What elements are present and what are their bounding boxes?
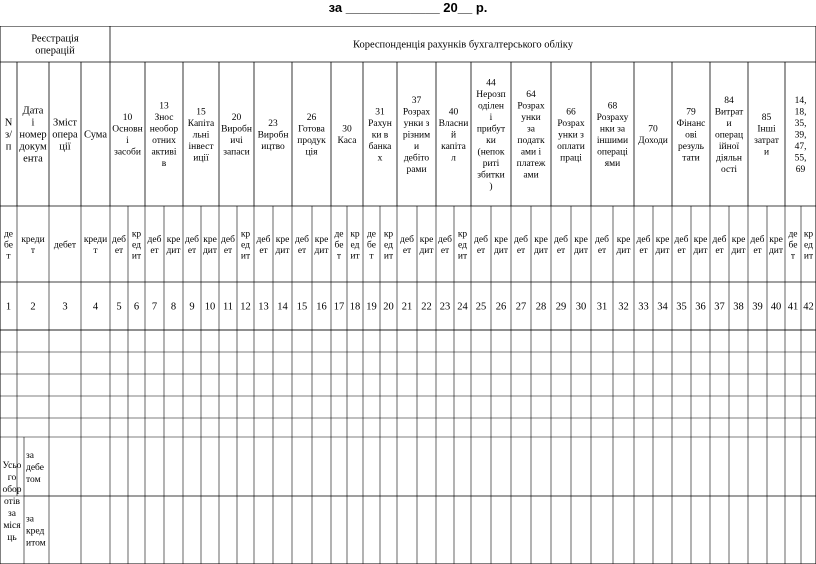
credit-label-9: кре дит <box>202 234 218 256</box>
debit-label-24: деб ет <box>474 234 488 256</box>
debit-label-2: дебет <box>53 240 77 251</box>
debit-label-32: деб ет <box>636 234 651 256</box>
account-header-9: 37 Розрах унки з різним и дебіто рами <box>402 95 431 175</box>
credit-label-3: креди т <box>83 234 108 256</box>
column-number-18: 18 <box>349 301 361 313</box>
column-number-2: 2 <box>30 301 36 313</box>
col-sum-header: Сума <box>83 129 108 141</box>
account-header-5: 23 Виробн ицтво <box>257 118 289 152</box>
col-content-header: Зміст опера ції <box>52 117 78 153</box>
credit-label-41: кр ед ит <box>803 229 814 262</box>
column-number-42: 42 <box>803 301 814 313</box>
credit-label-35: кре дит <box>693 234 708 256</box>
account-header-2: 13 Знос необор отних активі в <box>149 101 179 170</box>
credit-label-19: кр ед ит <box>383 229 394 262</box>
account-header-14: 68 Розраху нки за іншими операці ями <box>596 101 629 170</box>
credit-label-15: кре дит <box>314 234 329 256</box>
col-number-header: N з/ п <box>4 117 13 153</box>
account-header-1: 10 Основн і засоби <box>112 113 143 158</box>
account-header-10: 40 Власни й капіта л <box>438 107 469 164</box>
account-header-7: 30 Каса <box>337 124 357 147</box>
column-number-33: 33 <box>638 301 649 313</box>
debit-label-34: деб ет <box>674 234 689 256</box>
debit-label-26: деб ет <box>514 234 528 256</box>
column-number-3: 3 <box>62 301 68 313</box>
column-number-40: 40 <box>770 301 782 313</box>
column-number-41: 41 <box>787 301 799 313</box>
correspondence-header: Кореспонденція рахунків бухгалтерського обліку <box>352 39 574 51</box>
debit-label-20: деб ет <box>400 234 414 256</box>
column-number-13: 13 <box>258 301 269 313</box>
account-header-6: 26 Готова продук ція <box>297 113 326 158</box>
account-header-4: 20 Виробн ичі запаси <box>221 113 252 158</box>
credit-label-23: кр ед ит <box>457 229 468 262</box>
column-number-15: 15 <box>296 301 308 313</box>
credit-label-27: кре дит <box>533 234 549 256</box>
column-number-39: 39 <box>752 301 763 313</box>
totals-label: Усьо го обор отів за міся ць <box>2 461 22 544</box>
column-number-31: 31 <box>596 301 608 313</box>
debit-label-10: деб ет <box>221 234 235 256</box>
account-header-3: 15 Капіта льні інвест иції <box>187 107 215 164</box>
debit-label-38: деб ет <box>750 234 765 256</box>
column-number-1: 1 <box>5 301 12 313</box>
column-number-36: 36 <box>695 301 706 313</box>
debit-label-8: деб ет <box>185 234 199 256</box>
column-number-32: 32 <box>618 301 629 313</box>
column-number-22: 22 <box>421 301 432 313</box>
debit-label-22: деб ет <box>438 234 452 256</box>
credit-label: креди т <box>21 234 45 256</box>
column-number-23: 23 <box>439 301 451 313</box>
debit-label-12: деб ет <box>256 234 271 256</box>
column-number-5: 5 <box>116 301 122 313</box>
debit-label: де бе т <box>3 229 14 262</box>
column-number-17: 17 <box>333 301 345 313</box>
column-number-9: 9 <box>189 301 195 313</box>
account-header-11: 44 Нерозп оділен і прибут ки (непок риті збитки ) <box>476 78 506 193</box>
column-number-27: 27 <box>515 301 527 313</box>
credit-label-21: кре дит <box>419 234 434 256</box>
page-title: за _____________ 20__ р. <box>328 0 488 15</box>
column-number-38: 38 <box>733 301 744 313</box>
column-number-8: 8 <box>170 301 177 313</box>
credit-label-17: кр ед ит <box>350 229 360 262</box>
col-date-header: Дата і номер докум ента <box>19 105 47 165</box>
column-number-34: 34 <box>657 301 668 313</box>
account-header-16: 79 Фінанс ові резуль тати <box>676 107 706 164</box>
debit-label-14: деб ет <box>295 234 309 256</box>
column-number-28: 28 <box>535 301 547 313</box>
column-number-20: 20 <box>383 301 394 313</box>
registration-header: Реєстрація операцій <box>31 33 79 57</box>
column-number-11: 11 <box>222 301 234 313</box>
account-header-8: 31 Рахун ки в банка х <box>368 107 392 164</box>
account-header-13: 66 Розрах унки з оплати праці <box>557 107 585 164</box>
debit-label-30: деб ет <box>595 234 609 256</box>
credit-label-29: кре дит <box>573 234 589 256</box>
column-number-26: 26 <box>495 301 507 313</box>
column-number-24: 24 <box>457 301 468 313</box>
column-number-19: 19 <box>366 301 377 313</box>
column-number-29: 29 <box>555 301 567 313</box>
account-header-18: 85 Інші затрат и <box>754 113 779 158</box>
debit-label-28: деб ет <box>554 234 568 256</box>
account-header-17: 84 Витрат и операц ійної діяльн ості <box>714 95 744 175</box>
totals-debit-label: за дебе том <box>26 451 44 486</box>
account-header-15: 70 Доходи <box>638 124 668 147</box>
credit-label-37: кре дит <box>731 234 746 256</box>
ledger-grid <box>0 26 816 564</box>
credit-label-13: кре дит <box>275 234 290 256</box>
account-header-12: 64 Розрах унки за податк ами і платеж ами <box>516 90 546 181</box>
column-number-30: 30 <box>575 301 587 313</box>
column-number-6: 6 <box>133 301 140 313</box>
debit-label-36: деб ет <box>712 234 727 256</box>
column-number-35: 35 <box>676 301 687 313</box>
credit-label-11: кр ед ит <box>240 229 251 262</box>
debit-label-40: де бе т <box>788 229 798 262</box>
column-number-21: 21 <box>401 301 413 313</box>
column-number-7: 7 <box>151 301 158 313</box>
column-number-25: 25 <box>475 301 487 313</box>
account-header-19: 14, 18, 35, 39, 47, 55, 69 <box>794 95 807 175</box>
totals-credit-label: за кред итом <box>26 514 46 549</box>
debit-label-16: де бе т <box>334 229 344 262</box>
debit-label-18: де бе т <box>366 229 377 262</box>
column-number-12: 12 <box>240 301 251 313</box>
ledger-table <box>0 26 816 564</box>
debit-label-4: деб ет <box>112 234 126 256</box>
debit-label-6: деб ет <box>147 234 162 256</box>
column-number-37: 37 <box>714 301 725 313</box>
credit-label-25: кре дит <box>493 234 509 256</box>
credit-label-7: кре дит <box>166 234 181 256</box>
credit-label-39: кре дит <box>768 234 784 256</box>
credit-label-31: кре дит <box>616 234 631 256</box>
column-number-10: 10 <box>204 301 216 313</box>
column-number-14: 14 <box>277 301 288 313</box>
column-number-4: 4 <box>92 301 99 313</box>
credit-label-5: кр ед ит <box>131 229 142 262</box>
column-number-16: 16 <box>316 301 327 313</box>
credit-label-33: кре дит <box>655 234 670 256</box>
